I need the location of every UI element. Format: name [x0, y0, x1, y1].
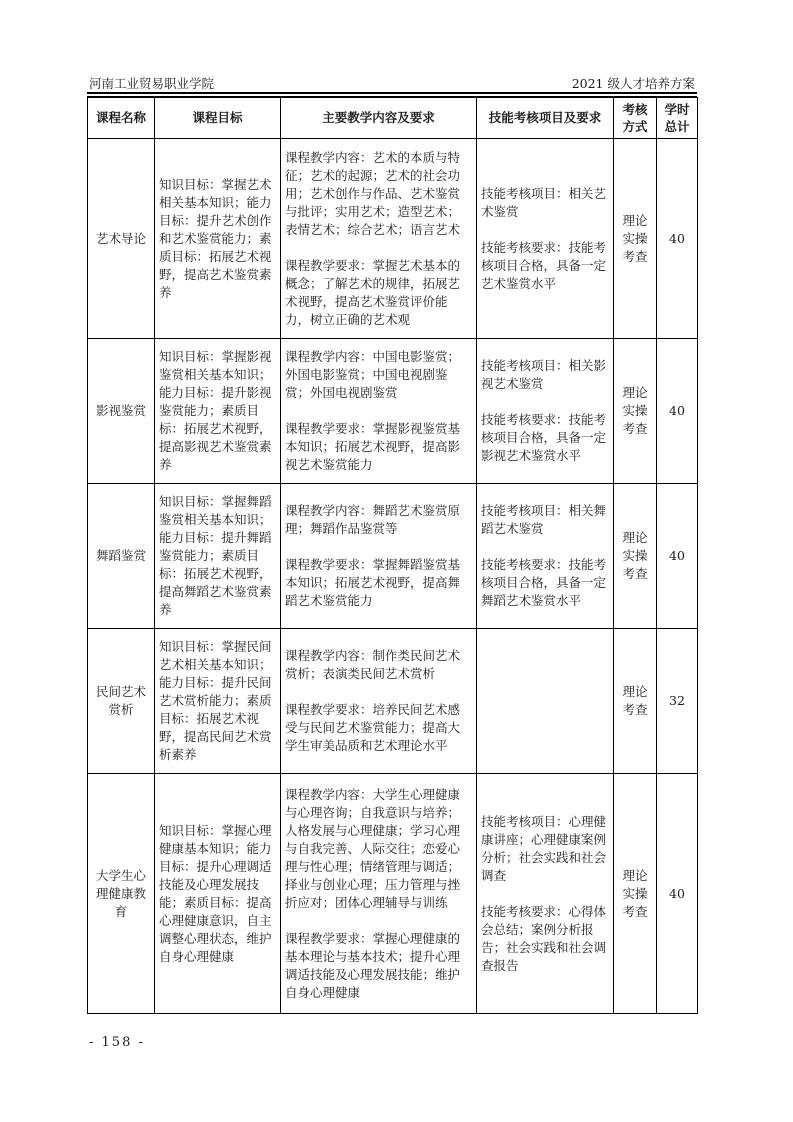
- col-header-content: 主要教学内容及要求: [281, 98, 477, 139]
- assessment-method: 理论实操考查: [614, 339, 657, 484]
- col-header-name: 课程名称: [88, 98, 155, 139]
- total-hours: 40: [657, 484, 698, 629]
- course-name: 舞蹈鉴赏: [88, 484, 155, 629]
- table-header-row: [88, 98, 698, 139]
- skill-assessment: [477, 339, 614, 484]
- plan-title: 2021 级人才培养方案: [571, 76, 695, 91]
- course-content: [281, 484, 477, 629]
- skill-assessment: [477, 629, 614, 774]
- course-goal: 知识目标：掌握心理健康基本知识；能力目标：提升心理调适技能及心理发展技能；素质目标：提高心理健康意识，自主调整心理状态，维护自身心理健康: [155, 774, 281, 1014]
- skill-item: 技能考核项目：相关艺术鉴赏: [481, 185, 607, 219]
- total-hours: 32: [657, 629, 698, 774]
- skill-item: 技能考核项目：相关舞蹈艺术鉴赏: [481, 503, 607, 536]
- col-header-hours: 学时 总计: [657, 98, 698, 139]
- page-header: [87, 74, 697, 94]
- page-number: - 158 -: [89, 1035, 145, 1050]
- table-row: [88, 774, 698, 1014]
- course-goal: 知识目标：掌握艺术相关基本知识；能力目标：提升艺术创作和艺术鉴赏能力；素质目标：拓展艺术视野，提高艺术鉴赏素养: [155, 139, 281, 339]
- skill-requirement: 技能考核要求：技能考核项目合格，具备一定影视艺术鉴赏水平: [481, 412, 607, 463]
- skill-item: 技能考核项目：心理健康讲座；心理健康案例分析；社会实践和社会调查: [481, 813, 607, 883]
- content-requirement: 课程教学要求：掌握影视鉴赏基本知识；拓展艺术视野，提高影视艺术鉴赏能力: [285, 421, 461, 472]
- course-goal: 知识目标：掌握影视鉴赏相关基本知识；能力目标：提升影视鉴赏能力；素质目标：拓展艺术视野，提高影视艺术鉴赏素养: [155, 339, 281, 484]
- skill-item: 技能考核项目：相关影视艺术鉴赏: [481, 358, 607, 391]
- course-content: [281, 339, 477, 484]
- content-requirement: 课程教学要求：培养民间艺术感受与民间艺术鉴赏能力；提高大学生审美品质和艺术理论水平: [285, 702, 461, 753]
- content-teaching: 课程教学内容：艺术的本质与特征；艺术的起源；艺术的社会功用；艺术创作与作品、艺术鉴赏与批评；实用艺术；造型艺术；表情艺术；综合艺术；语言艺术: [285, 149, 461, 237]
- assessment-method: 理论实操考查: [614, 139, 657, 339]
- table-row: [88, 339, 698, 484]
- total-hours: 40: [657, 339, 698, 484]
- course-name: 艺术导论: [88, 139, 155, 339]
- skill-requirement: 技能考核要求：技能考核项目合格，具备一定艺术鉴赏水平: [481, 239, 607, 291]
- skill-assessment: [477, 774, 614, 1014]
- course-goal: 知识目标：掌握舞蹈鉴赏相关基本知识；能力目标：提升舞蹈鉴赏能力；素质目标：拓展艺术视野，提高舞蹈艺术鉴赏素养: [155, 484, 281, 629]
- assessment-method: 理论考查: [614, 629, 657, 774]
- col-header-skill: 技能考核项目及要求: [477, 98, 614, 139]
- assessment-method: 理论实操考查: [614, 484, 657, 629]
- table-row: [88, 139, 698, 339]
- content-teaching: 课程教学内容：大学生心理健康与心理咨询；自我意识与培养；人格发展与心理健康；学习心理与自我完善、人际交往；恋爱心理与性心理；情绪管理与调适；择业与创业心理；压力管理与挫折应对；团体心理辅导与训练: [285, 786, 461, 910]
- content-teaching: 课程教学内容：舞蹈艺术鉴赏原理；舞蹈作品鉴赏等: [285, 503, 461, 536]
- total-hours: 40: [657, 774, 698, 1014]
- header-rule-thick: [87, 92, 697, 94]
- table-row: [88, 629, 698, 774]
- course-content: [281, 629, 477, 774]
- col-header-method: 考核 方式: [614, 98, 657, 139]
- school-name: 河南工业贸易职业学院: [89, 76, 215, 91]
- assessment-method: 理论实操考查: [614, 774, 657, 1014]
- content-requirement: 课程教学要求：掌握艺术基本的概念；了解艺术的规律，拓展艺术视野，提高艺术鉴赏评价能力，树立正确的艺术观: [285, 257, 461, 327]
- course-content: [281, 774, 477, 1014]
- course-name: 大学生心理健康教育: [88, 774, 155, 1014]
- total-hours: 40: [657, 139, 698, 339]
- col-header-goal: 课程目标: [155, 98, 281, 139]
- content-teaching: 课程教学内容：制作类民间艺术赏析；表演类民间艺术赏析: [285, 648, 461, 681]
- course-content: [281, 139, 477, 339]
- content-requirement: 课程教学要求：掌握舞蹈鉴赏基本知识；拓展艺术视野，提高舞蹈艺术鉴赏能力: [285, 557, 461, 608]
- course-table: [87, 97, 698, 1014]
- course-name: 民间艺术赏析: [88, 629, 155, 774]
- skill-assessment: [477, 139, 614, 339]
- skill-requirement: 技能考核要求：心得体会总结；案例分析报告；社会实践和社会调查报告: [481, 903, 607, 973]
- course-name: 影视鉴赏: [88, 339, 155, 484]
- skill-requirement: 技能考核要求：技能考核项目合格，具备一定舞蹈艺术鉴赏水平: [481, 557, 607, 608]
- course-goal: 知识目标：掌握民间艺术相关基本知识；能力目标：提升民间艺术赏析能力；素质目标：拓展艺术视野，提高民间艺术赏析素养: [155, 629, 281, 774]
- content-teaching: 课程教学内容：中国电影鉴赏；外国电影鉴赏；中国电视剧鉴赏；外国电视剧鉴赏: [285, 349, 461, 400]
- table-row: [88, 484, 698, 629]
- skill-assessment: [477, 484, 614, 629]
- content-requirement: 课程教学要求：掌握心理健康的基本理论与基本技术；提升心理调适技能及心理发展技能；维护自身心理健康: [285, 930, 461, 1000]
